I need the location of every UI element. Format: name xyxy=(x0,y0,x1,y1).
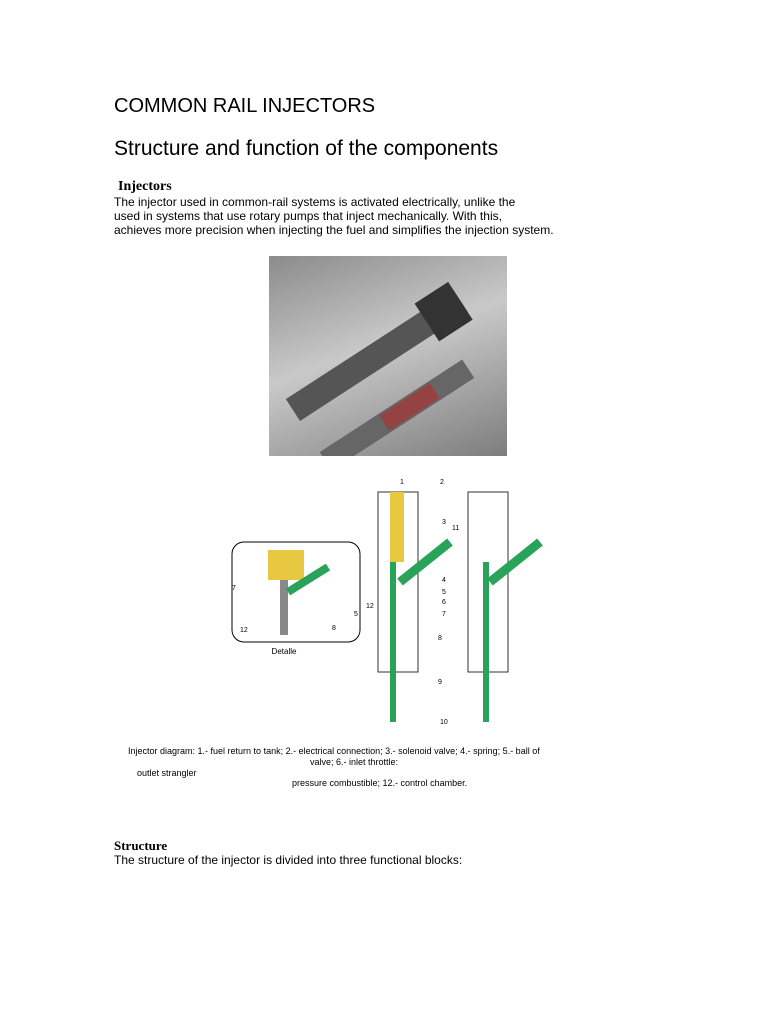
caption-line: valve; 6.- inlet throttle: xyxy=(310,757,399,767)
section-title: Structure and function of the components xyxy=(114,137,499,160)
paragraph-line: The injector used in common-rail systems is activated electrically, unlike the xyxy=(114,195,516,209)
caption-line: outlet strangler xyxy=(137,768,197,778)
callout: 12 xyxy=(366,603,374,610)
caption-line: pressure combustible; 12.- control chamber. xyxy=(292,778,468,788)
structure-heading: Structure xyxy=(114,838,168,853)
paragraph-line: achieves more precision when injecting the fuel and simplifies the injection system. xyxy=(114,223,554,237)
structure-text: The structure of the injector is divided into three functional blocks: xyxy=(114,853,463,867)
injector-diagram xyxy=(228,472,550,740)
callout: 2 xyxy=(440,479,444,486)
detail-label: Detalle xyxy=(271,647,297,656)
callout: 5 xyxy=(442,589,446,596)
injectors-heading: Injectors xyxy=(118,179,172,194)
callout: 1 xyxy=(400,479,404,486)
injector-photo xyxy=(269,256,507,456)
injectors-paragraph xyxy=(114,195,554,237)
callout: 9 xyxy=(438,679,442,686)
callout: 7 xyxy=(442,611,446,618)
callout: 4 xyxy=(442,577,446,584)
callout: 5 xyxy=(354,611,358,618)
callout: 6 xyxy=(442,599,446,606)
callout: 12 xyxy=(240,627,248,634)
page-title: COMMON RAIL INJECTORS xyxy=(114,95,376,117)
paragraph-line: used in systems that use rotary pumps that inject mechanically. With this, xyxy=(114,209,502,223)
caption-line: Injector diagram: 1.- fuel return to tank; 2.- electrical connection; 3.- solenoid valve; 4.- spring; 5.- ball of xyxy=(128,746,540,756)
callout: 11 xyxy=(452,525,460,532)
callout: 7 xyxy=(232,585,236,592)
callout: 3 xyxy=(442,519,446,526)
callout: 8 xyxy=(332,625,336,632)
callout: 8 xyxy=(438,635,442,642)
callout: 10 xyxy=(440,719,448,726)
